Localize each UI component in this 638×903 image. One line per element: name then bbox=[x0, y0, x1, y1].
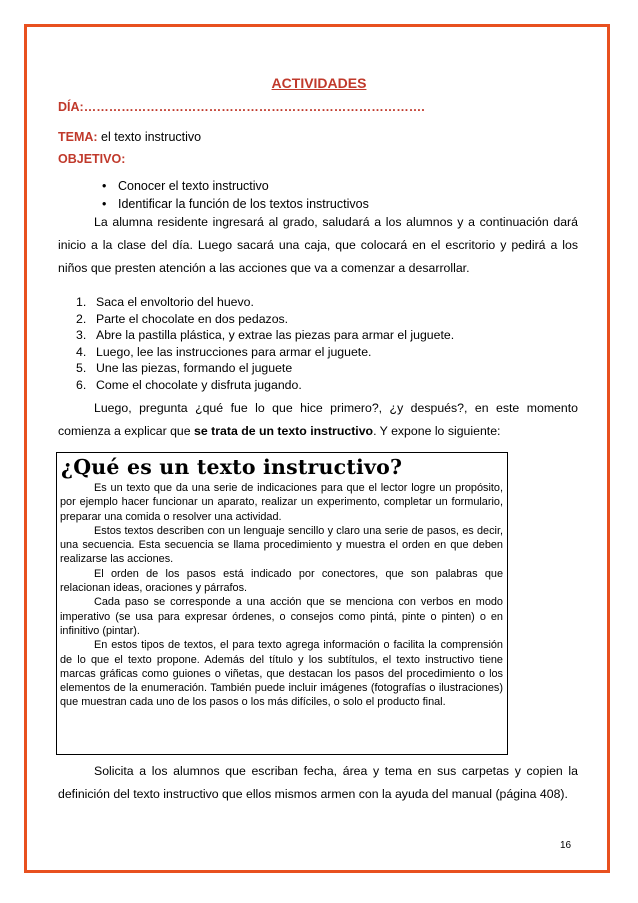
question-bold: se trata de un texto instructivo bbox=[194, 424, 374, 438]
question-part2: . Y expone lo siguiente: bbox=[373, 424, 501, 438]
dia-line bbox=[58, 100, 425, 114]
question-part1: Luego, pregunta ¿qué fue lo que hice primero?, ¿y después?, en este momento comienza a explicar que bbox=[58, 401, 578, 438]
box-paragraph: El orden de los pasos está indicado por conectores, que son palabras que relacionan ideas, oraciones y párrafos. bbox=[60, 567, 503, 595]
list-item: 2. Parte el chocolate en dos pedazos. bbox=[76, 311, 289, 326]
dia-dots: ………………………………………………………………………. bbox=[83, 100, 425, 114]
objetivo-label: OBJETIVO: bbox=[58, 152, 126, 166]
box-paragraph: Cada paso se corresponde a una acción que se menciona con verbos en modo imperativo (se usa para expresar órdenes, o consejos como pintá, pinte o pinten) o en infinitivo (pintar). bbox=[60, 596, 503, 637]
list-item: 4. Luego, lee las instrucciones para armar el juguete. bbox=[76, 344, 372, 359]
tema-line bbox=[58, 130, 201, 144]
list-item: 1. Saca el envoltorio del huevo. bbox=[76, 295, 254, 309]
box-title: ¿Qué es un texto instructivo? bbox=[61, 455, 403, 479]
tema-label: TEMA: bbox=[58, 130, 98, 144]
page-number: 16 bbox=[560, 840, 572, 851]
box-paragraph: Es un texto que da una serie de indicaciones para que el lector logre un propósito, por ejemplo hacer funcionar un aparato, realizar un experimento, completar un formulario, preparar una comida o resolver una actividad. bbox=[60, 482, 503, 523]
definition-box bbox=[56, 452, 508, 755]
page-title: ACTIVIDADES bbox=[271, 75, 367, 91]
list-item: 5. Une las piezas, formando el juguete bbox=[76, 361, 293, 375]
objetivo-item: • Identificar la función de los textos instructivos bbox=[118, 197, 369, 211]
objetivo-item: • Conocer el texto instructivo bbox=[118, 179, 269, 193]
list-item: 6. Come el chocolate y disfruta jugando. bbox=[76, 377, 302, 392]
tema-value: el texto instructivo bbox=[97, 130, 202, 144]
box-text bbox=[60, 481, 503, 710]
list-item: 3. Abre la pastilla plástica, y extrae las piezas para armar el juguete. bbox=[76, 328, 455, 342]
box-paragraph: Estos textos describen con un lenguaje sencillo y claro una serie de pasos, es decir, una secuencia. Esta secuencia se llama procedimiento y muestra el orden en que deben realizarse las acciones. bbox=[60, 524, 503, 566]
intro-text: La alumna residente ingresará al grado, saludará a los alumnos y a continuación dará inicio a la clase del día. Luego sacará una caja, que colocará en el escritorio y pedirá a los niños que presten atención a las acciones que va a comenzar a desarrollar. bbox=[58, 215, 578, 275]
steps-list bbox=[68, 294, 454, 393]
question-paragraph bbox=[58, 397, 578, 443]
dia-label: DÍA: bbox=[58, 100, 84, 114]
closing-text: Solicita a los alumnos que escriban fecha, área y tema en sus carpetas y copien la definición del texto instructivo que ellos mismos armen con la ayuda del manual (página 408). bbox=[58, 764, 578, 801]
box-paragraph: En estos tipos de textos, el para texto agrega información o facilita la comprensión de lo que el texto propone. Además del título y los subtítulos, el texto instructivo tiene marcas gráficas como guiones o viñetas, que destacan los pasos del procedimiento o los elementos de la enumeración. También puede incluir imágenes (fotografías o ilustraciones) que muestran cada uno de los pasos o los más difíciles, o solo el producto final. bbox=[60, 639, 503, 709]
closing-paragraph bbox=[58, 760, 578, 806]
intro-paragraph bbox=[58, 211, 578, 280]
